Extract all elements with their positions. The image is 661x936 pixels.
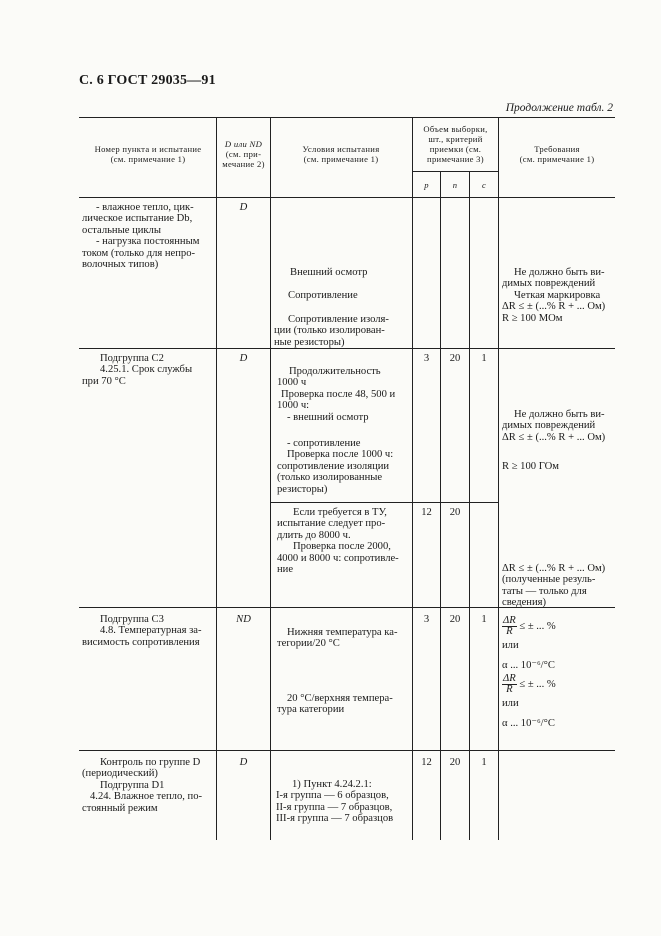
dnd-cell: D (239, 353, 248, 364)
sample-c: 1 (481, 757, 487, 768)
sample-n: 20 (449, 353, 461, 364)
sample-n: 20 (449, 507, 461, 518)
header-n: n (452, 180, 458, 190)
header-test-number: Номер пункта и испытание (см. примечание 1) (94, 144, 202, 164)
dnd-cell: D (239, 202, 248, 213)
header-d-nd: D или ND (см. при- мечание 2) (222, 139, 265, 169)
sample-p: 12 (421, 507, 432, 518)
page-header: С. 6 ГОСТ 29035—91 (79, 73, 216, 88)
dnd-cell: ND (236, 614, 251, 625)
sample-n: 20 (449, 614, 461, 625)
dnd-cell: D (239, 757, 248, 768)
sample-c: 1 (481, 353, 487, 364)
header-requirements: Требования (см. примечание 1) (519, 144, 595, 164)
sample-c: 1 (481, 614, 487, 625)
header-c: c (481, 180, 487, 190)
relative-change-formula: $\frac{\Delta R}{R}$ ≤ ± ... % (503, 615, 556, 637)
sample-p: 3 (423, 353, 430, 364)
sample-n: 20 (449, 757, 461, 768)
header-conditions: Условия испытания (см. примечание 1) (302, 144, 380, 164)
header-p: p (424, 180, 429, 190)
header-sample-size: Объем выборки, шт., критерий приемки (см. примечание 3) (423, 124, 488, 164)
sample-p: 12 (421, 757, 432, 768)
table-continuation-label: Продолжение табл. 2 (505, 102, 613, 114)
sample-p: 3 (423, 614, 430, 625)
